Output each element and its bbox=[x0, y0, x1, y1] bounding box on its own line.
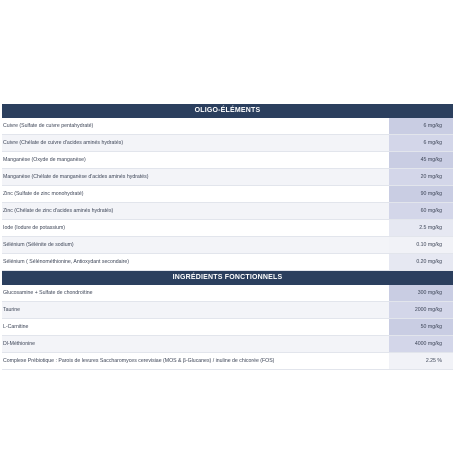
table-row bbox=[2, 186, 453, 203]
table-row bbox=[2, 336, 453, 353]
table-row bbox=[2, 319, 453, 336]
row-value: 0.10 mg/kg bbox=[389, 237, 453, 253]
row-value: 20 mg/kg bbox=[389, 169, 453, 185]
row-value: 300 mg/kg bbox=[389, 285, 453, 301]
nutrition-table bbox=[2, 104, 453, 370]
row-value: 45 mg/kg bbox=[389, 152, 453, 168]
table-row bbox=[2, 254, 453, 271]
row-value: 90 mg/kg bbox=[389, 186, 453, 202]
row-label: Zinc (Chélate de zinc d'acides aminés hydratés) bbox=[2, 203, 389, 219]
row-label: Iode (Iodure de potassium) bbox=[2, 220, 389, 236]
table-row bbox=[2, 353, 453, 370]
row-label: Cuivre (Chélate de cuivre d'acides aminés hydratés) bbox=[2, 135, 389, 151]
row-label: Sélénium ( Sélénométhionine, Antioxydant secondaire) bbox=[2, 254, 389, 270]
row-value: 6 mg/kg bbox=[389, 135, 453, 151]
row-value: 0.20 mg/kg bbox=[389, 254, 453, 270]
table-row bbox=[2, 203, 453, 220]
row-label: Zinc (Sulfate de zinc monohydraté) bbox=[2, 186, 389, 202]
row-value: 2000 mg/kg bbox=[389, 302, 453, 318]
row-value: 60 mg/kg bbox=[389, 203, 453, 219]
row-label: Manganèse (Oxyde de manganèse) bbox=[2, 152, 389, 168]
table-row bbox=[2, 220, 453, 237]
row-label: Manganèse (Chélate de manganèse d'acides aminés hydratés) bbox=[2, 169, 389, 185]
section-header-ingredients-fonctionnels: INGRÉDIENTS FONCTIONNELS bbox=[2, 271, 453, 285]
row-value: 2.5 mg/kg bbox=[389, 220, 453, 236]
row-label: Glucosamine + Sulfate de chondroïtine bbox=[2, 285, 389, 301]
table-row bbox=[2, 302, 453, 319]
row-label: Cuivre (Sulfate de cuivre pentahydraté) bbox=[2, 118, 389, 134]
table-row bbox=[2, 237, 453, 254]
row-value: 4000 mg/kg bbox=[389, 336, 453, 352]
row-label: Dl-Méthionine bbox=[2, 336, 389, 352]
row-label: Complexe Prébiotique : Parois de levures Saccharomyces cerevisiae (MOS & β-Glucanes) / inuline de chicorée (FOS) bbox=[2, 353, 389, 369]
row-label: Sélénium (Sélénite de sodium) bbox=[2, 237, 389, 253]
table-row bbox=[2, 152, 453, 169]
row-label: Taurine bbox=[2, 302, 389, 318]
row-value: 6 mg/kg bbox=[389, 118, 453, 134]
row-label: L-Carnitine bbox=[2, 319, 389, 335]
row-value: 2.25 % bbox=[389, 353, 453, 369]
row-value: 50 mg/kg bbox=[389, 319, 453, 335]
table-row bbox=[2, 285, 453, 302]
table-row bbox=[2, 169, 453, 186]
section-header-oligo-elements: OLIGO-ÉLÉMENTS bbox=[2, 104, 453, 118]
table-row bbox=[2, 118, 453, 135]
table-row bbox=[2, 135, 453, 152]
